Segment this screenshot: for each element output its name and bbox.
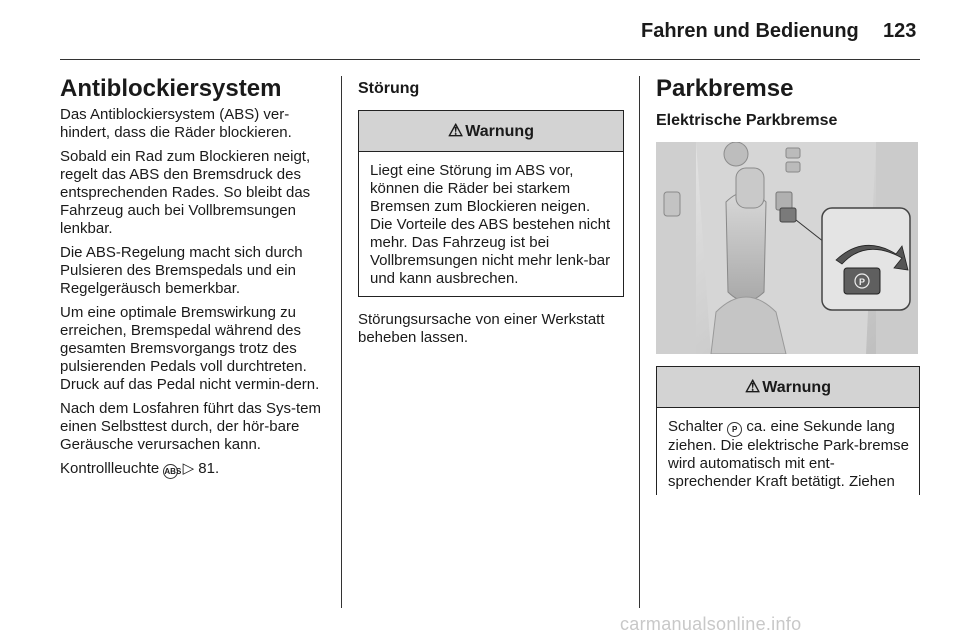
warning-triangle-icon: ⚠ — [745, 377, 761, 396]
column-fault — [358, 74, 624, 353]
reference-arrow-icon: ▷ — [182, 460, 195, 477]
electric-parking-brake-switch-photo — [656, 142, 918, 354]
section-title-fault: Störung — [358, 80, 420, 97]
header-title: Fahren und Bedienung — [641, 20, 859, 42]
header-rule — [60, 59, 920, 60]
page-reference[interactable]: 81. — [198, 460, 220, 477]
fault-note: Störungsursache von einer Werkstatt beheben lassen. — [358, 311, 605, 346]
lamp-reference — [60, 460, 328, 479]
warning-title: Warnung — [762, 379, 831, 396]
warning-triangle-icon: ⚠ — [448, 121, 464, 140]
warning-header — [657, 367, 919, 408]
column-parking-brake — [656, 74, 920, 495]
subsection-title-electric-brake: Elektrische Parkbremse — [656, 112, 838, 129]
column-abs — [60, 74, 328, 485]
warning-text-after: ca. eine Sekunde lang ziehen. Die elektrische Park-bremse wird automatisch mit ent-sprechender Kraft betätigt. Ziehen — [668, 418, 909, 490]
warning-box-parking-brake — [656, 366, 920, 495]
paragraph: Die ABS-Regelung macht sich durch Pulsieren des Bremspedals und ein Regelgeräusch bemerkbar. — [60, 244, 303, 297]
abs-lamp-icon: ABS — [163, 464, 178, 479]
column-divider-1 — [341, 76, 342, 608]
column-divider-2 — [639, 76, 640, 608]
paragraph: Das Antiblockiersystem (ABS) ver-hindert, dass die Räder blockieren. — [60, 106, 292, 141]
section-title-parking-brake: Parkbremse — [656, 75, 794, 102]
paragraph: Sobald ein Rad zum Blockieren neigt, regelt das ABS den Bremsdruck des entsprechenden Rades. So bleibt das Fahrzeug auch bei Vollbremsungen lenkbar. — [60, 148, 311, 237]
warning-title: Warnung — [465, 123, 534, 140]
parking-brake-switch-icon: P — [727, 422, 742, 437]
warning-text — [657, 408, 919, 495]
paragraph: Nach dem Losfahren führt das Sys-tem einen Selbsttest durch, der hör-bare Geräusche verursachen kann. — [60, 400, 321, 453]
warning-text: Liegt eine Störung im ABS vor, können die Räder bei starkem Bremsen zum Blockieren neigen. Die Vorteile des ABS bestehen nicht mehr. Das Fahrzeug ist bei Vollbremsungen nicht mehr lenk-bar und kann ausbrechen. — [370, 162, 611, 287]
lamp-label: Kontrollleuchte — [60, 460, 160, 477]
warning-header — [359, 111, 623, 152]
section-title-abs: Antiblockiersystem — [60, 75, 282, 102]
page-number: 123 — [883, 20, 917, 42]
warning-text-before: Schalter — [668, 418, 724, 435]
warning-box-abs — [358, 110, 624, 297]
paragraph: Um eine optimale Bremswirkung zu erreichen, Bremspedal während des gesamten Bremsvorgangs trotz des pulsierenden Pedals voll durchtreten. Druck auf das Pedal nicht vermin-dern. — [60, 304, 320, 393]
watermark: carmanualsonline.info — [620, 614, 802, 634]
svg-text:P: P — [858, 277, 866, 287]
